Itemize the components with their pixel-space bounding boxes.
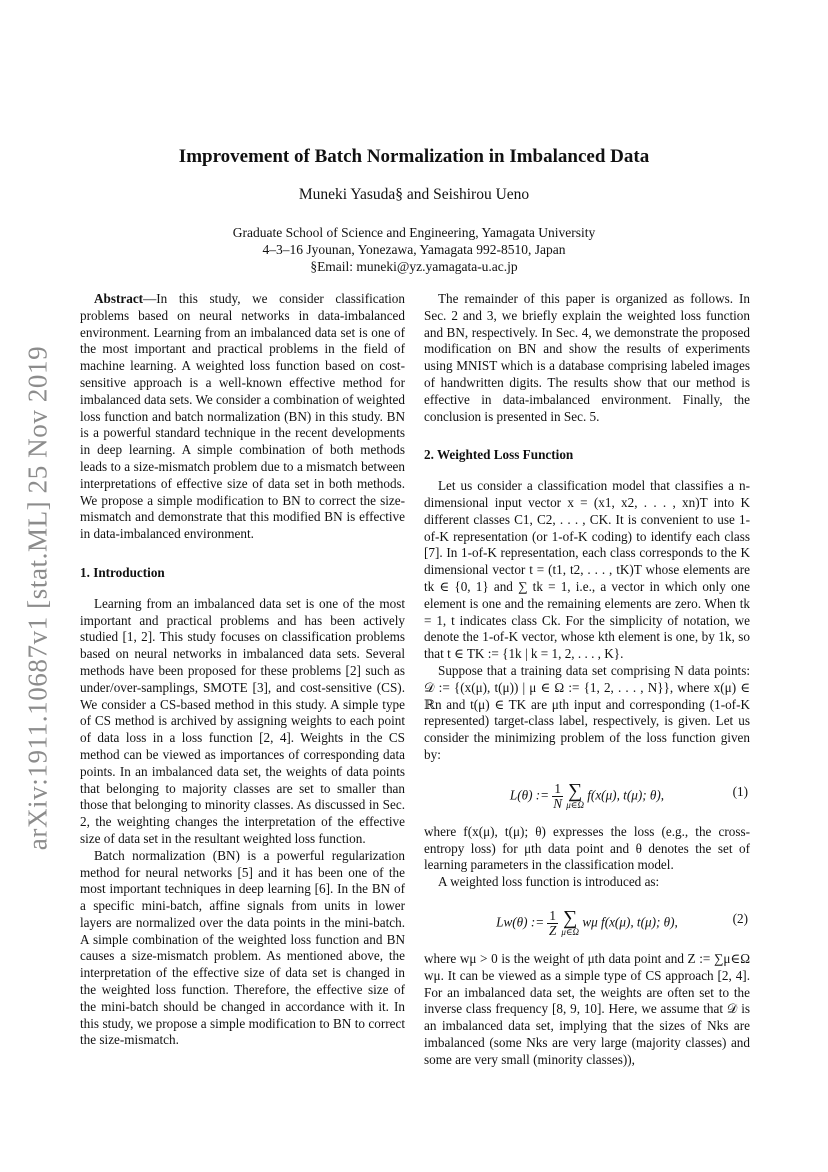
eq2-sum: ∑ μ∈Ω (561, 907, 580, 938)
eq1-number: (1) (732, 783, 748, 799)
eq2-lhs: Lw(θ) := (496, 914, 545, 930)
arxiv-side-stamp (18, 318, 58, 878)
left-column (80, 291, 405, 1049)
model-paragraph: Let us consider a classification model that classifies a n-dimensional input vector x = (x1, x2, . . . , xn)T into K different classes C1, C2, . . . , CK. It is convenient to use 1-of-K representation (or 1-of-K coding) to identify each class [7]. In 1-of-K representation, each class corresponds to the K dimensional vector t = (t1, t2, . . . , tK)T whose elements are tk ∈ {0, 1} and ∑ tk = 1, i.e., a vector in which only one element is one and the remaining elements are zero. When tk = 1, t indicates class Ck. For the simplicity of notation, we denote the 1-of-K vector, whose kth element is one, by 1k, so that t ∈ TK := {1k | k = 1, 2, . . . , K}. (424, 478, 750, 662)
affiliation-line-2: 4–3–16 Jyounan, Yonezawa, Yamagata 992-8510, Japan (262, 242, 566, 257)
eq2-fraction: $\frac{1}{Z}$ (549, 907, 557, 938)
equation-2 (424, 899, 750, 945)
eq1-rhs: f(x(μ), t(μ); θ), (587, 787, 665, 803)
equation-1 (424, 772, 750, 818)
abstract-text: —In this study, we consider classification problems based on neural networks in data-imbalanced environment. Learning from an imbalanced data set is one of the most important and practical problems in the field of machine learning. A weighted loss function based on cost-sensitive approach is a well-known effective method for imbalanced data sets. We consider a combination of weighted loss function and batch normalization (BN) in this study. BN is a powerful standard technique in the recent developments in deep learning. A simple combination of both methods leads to a size-mismatch problem due to a mismatch between interpretations of effective size of data set in both methods. We propose a simple modification to BN to correct the size-mismatch and demonstrate that this modified BN is effective in data-imbalanced environment. (80, 291, 405, 542)
outline-paragraph: The remainder of this paper is organized as follows. In Sec. 2 and 3, we briefly explain the weighted loss function and BN, respectively. In Sec. 4, we demonstrate the proposed modification on BN and show the results of experiments using MNIST which is a database comprising labeled images of handwritten digits. The results show that our method is effective in data-imbalanced environment. Finally, the conclusion is presented in Sec. 5. (424, 291, 750, 424)
section-heading-introduction: 1. Introduction (80, 564, 165, 580)
eq1-sum: ∑ μ∈Ω (566, 780, 584, 811)
weights-explanation-paragraph: where wμ > 0 is the weight of μth data point and Z := ∑μ∈Ω wμ. It can be viewed as a simple type of CS approach [2, 4]. For an imbalanced data set, the weights are often set to the inverse class frequency [8, 9, 10]. Here, we assume that 𝒟 is an imbalanced data set, implying that the sizes of Nks are imbalanced (some Nks are very large (majority classes) and some are very small (minority classes)), (424, 950, 750, 1067)
eq2-rhs: wμ f(x(μ), t(μ); θ), (582, 914, 678, 930)
arxiv-stamp-text: arXiv:1911.10687v1 [stat.ML] 25 Nov 2019 (22, 345, 53, 851)
intro-paragraph-2: Batch normalization (BN) is a powerful regularization method for neural networks [5] and it has been one of the most important techniques in deep learning [6]. In the BN of a specific mini-batch, affine signals from units in lower layers are normalized over the data points in the mini-batch. A simple combination of the weighted loss function and BN causes a size-mismatch problem. As mentioned above, the interpretation of the effective size of data set is changed in the weighted loss function. Therefore, the effective size of the mini-batch should be changed in accordance with it. In this study, we propose a simple modification to BN to correct the size-mismatch. (80, 847, 405, 1048)
right-column (424, 291, 750, 1068)
paper-title: Improvement of Batch Normalization in Imbalanced Data (178, 146, 650, 167)
eq2-number: (2) (732, 910, 748, 926)
weighted-loss-intro: A weighted loss function is introduced as: (438, 874, 660, 890)
section-heading-weighted-loss: 2. Weighted Loss Function (424, 447, 574, 463)
abstract (80, 291, 405, 543)
affiliation-block (0, 224, 828, 275)
affiliation-line-1: Graduate School of Science and Engineering, Yamagata University (232, 225, 596, 240)
eq1-fraction: $\frac{1}{N}$ (553, 780, 563, 811)
paper-authors: Muneki Yasuda§ and Seishirou Ueno (298, 186, 530, 203)
loss-explanation-paragraph: where f(x(μ), t(μ); θ) expresses the loss (e.g., the cross-entropy loss) for μth data point and θ denotes the set of learning parameters in the classification model. (424, 823, 750, 873)
training-set-paragraph: Suppose that a training data set comprising N data points: 𝒟 := {(x(μ), t(μ)) | μ ∈ Ω := {1, 2, . . . , N}}, where x(μ) ∈ ℝn and t(μ) ∈ TK are μth input and corresponding (1-of-K represented) target-class label, respectively, is given. Let us consider the minimizing problem of the loss function given by: (424, 662, 750, 762)
affiliation-email: §Email: muneki@yz.yamagata-u.ac.jp (310, 259, 518, 274)
eq1-lhs: L(θ) := (509, 787, 550, 803)
intro-paragraph-1: Learning from an imbalanced data set is one of the most important and practical problems and has been actively studied [1, 2]. This study focuses on classification problems based on neural networks in imbalanced data sets. Several methods have been proposed for these problems [2] such as under/over-samplings, SMOTE [3], and cost-sensitive (CS). We consider a CS-based method in this study. A simple type of CS method is archived by assigning weights to each point of data loss in a loss function [2, 4]. Weights in the CS method can be viewed as importances of corresponding data points. In an imbalanced data set, the weights of data points that belonging to majority classes are set to smaller than those that belonging to minority classes. As discussed in Sec. 2, the weighting changes the interpretation of the effective size of data set in the resultant weighted loss function. (80, 595, 405, 846)
abstract-label: Abstract (94, 291, 144, 306)
